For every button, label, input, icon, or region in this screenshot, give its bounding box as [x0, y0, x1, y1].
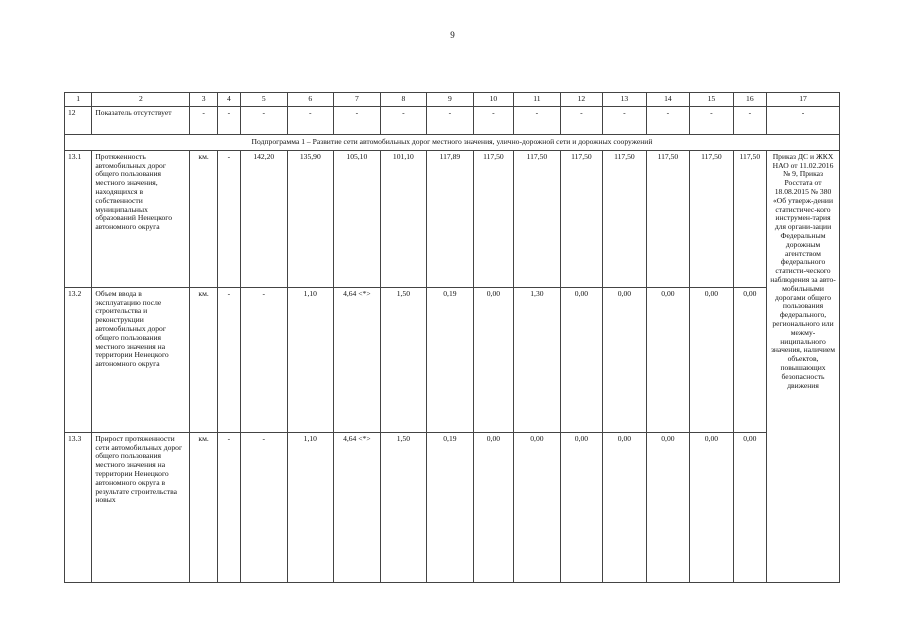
value-cell: 0,00 — [514, 432, 561, 582]
value-cell: 0,00 — [473, 287, 513, 432]
header-row — [65, 93, 840, 107]
table-row-12 — [65, 107, 840, 135]
value-cell: 1,10 — [287, 287, 334, 432]
value-cell: - — [380, 107, 427, 135]
value-cell: 0,00 — [473, 432, 513, 582]
unit-cell: км. — [190, 432, 217, 582]
header-cell: 14 — [646, 93, 690, 107]
value-cell: - — [473, 107, 513, 135]
header-cell: 4 — [217, 93, 240, 107]
value-cell: 142,20 — [241, 150, 288, 287]
value-cell: - — [514, 107, 561, 135]
row-number: 12 — [65, 107, 92, 135]
value-cell: 101,10 — [380, 150, 427, 287]
value-cell: - — [603, 107, 647, 135]
value-cell: 4,64 <*> — [334, 432, 381, 582]
value-cell: - — [733, 107, 766, 135]
page-number: 9 — [450, 30, 455, 40]
value-cell: 105,10 — [334, 150, 381, 287]
value-cell: 0,00 — [560, 432, 602, 582]
value-cell: - — [690, 107, 734, 135]
value-cell: 117,50 — [560, 150, 602, 287]
header-cell: 13 — [603, 93, 647, 107]
table-row-13-3 — [65, 432, 840, 582]
value-cell: - — [334, 107, 381, 135]
header-cell: 16 — [733, 93, 766, 107]
source-note: Приказ ДС и ЖКХ НАО от 11.02.2016 № 9, Приказ Росстата от 18.08.2015 № 380 «Об утверж-дении статистичес-кого инструмен-тария для органи-зации Федеральным дорожным агентством федерального статисти-ческого наблюдения за авто-мобильными дорогами общего пользования федерального, регионального или межму-ниципального значения, наличием объектов, повышающих безопасность движения — [767, 150, 840, 582]
subprogram-title: Подпрограмма 1 – Развитие сети автомобильных дорог местного значения, улично-дорожной сети и дорожных сооружений — [65, 135, 840, 151]
value-cell: 0,00 — [733, 287, 766, 432]
subprogram-row — [65, 135, 840, 151]
indicator-name: Объем ввода в эксплуатацию после строительства и реконструкции автомобильных дорог общего пользования местного значения на территории Ненецкого автономного округа — [92, 287, 190, 432]
value-cell: - — [217, 432, 240, 582]
header-cell: 7 — [334, 93, 381, 107]
value-cell: 0,00 — [603, 287, 647, 432]
header-cell: 11 — [514, 93, 561, 107]
row-number: 13.3 — [65, 432, 92, 582]
unit-cell: - — [190, 107, 217, 135]
value-cell: 117,50 — [603, 150, 647, 287]
value-cell: 135,90 — [287, 150, 334, 287]
value-cell: 1,50 — [380, 432, 427, 582]
header-cell: 3 — [190, 93, 217, 107]
value-cell: 117,50 — [733, 150, 766, 287]
unit-cell: км. — [190, 287, 217, 432]
header-cell: 10 — [473, 93, 513, 107]
header-cell: 1 — [65, 93, 92, 107]
value-cell: 0,00 — [646, 432, 690, 582]
header-cell: 8 — [380, 93, 427, 107]
value-cell: 117,50 — [473, 150, 513, 287]
indicator-name: Прирост протяженности сети автомобильных дорог общего пользования местного значения на территории Ненецкого автономного округа в результате строительства новых — [92, 432, 190, 582]
value-cell: 1,30 — [514, 287, 561, 432]
header-cell: 12 — [560, 93, 602, 107]
note-cell: - — [767, 107, 840, 135]
unit-cell: км. — [190, 150, 217, 287]
value-cell: 1,50 — [380, 287, 427, 432]
indicator-name: Показатель отсутствует — [92, 107, 190, 135]
value-cell: 0,00 — [646, 287, 690, 432]
value-cell: 117,50 — [646, 150, 690, 287]
value-cell: 4,64 <*> — [334, 287, 381, 432]
value-cell: - — [241, 107, 288, 135]
value-cell: 0,00 — [733, 432, 766, 582]
header-cell: 9 — [427, 93, 474, 107]
value-cell: - — [241, 432, 288, 582]
value-cell: - — [217, 287, 240, 432]
header-cell: 17 — [767, 93, 840, 107]
value-cell: - — [560, 107, 602, 135]
value-cell: - — [217, 107, 240, 135]
value-cell: - — [646, 107, 690, 135]
value-cell: - — [427, 107, 474, 135]
value-cell: - — [241, 287, 288, 432]
value-cell: 0,00 — [690, 432, 734, 582]
value-cell: 0,00 — [603, 432, 647, 582]
table-row-13-2 — [65, 287, 840, 432]
indicator-name: Протяженность автомобильных дорог общего пользования местного значения, находящихся в собственности муниципальных образований Ненецкого автономного округа — [92, 150, 190, 287]
value-cell: 117,50 — [690, 150, 734, 287]
value-cell: 0,19 — [427, 287, 474, 432]
value-cell: 0,19 — [427, 432, 474, 582]
value-cell: - — [217, 150, 240, 287]
value-cell: 117,89 — [427, 150, 474, 287]
header-cell: 2 — [92, 93, 190, 107]
value-cell: 1,10 — [287, 432, 334, 582]
header-cell: 5 — [241, 93, 288, 107]
value-cell: 0,00 — [560, 287, 602, 432]
header-cell: 15 — [690, 93, 734, 107]
value-cell: 0,00 — [690, 287, 734, 432]
row-number: 13.1 — [65, 150, 92, 287]
header-cell: 6 — [287, 93, 334, 107]
row-number: 13.2 — [65, 287, 92, 432]
value-cell: - — [287, 107, 334, 135]
value-cell: 117,50 — [514, 150, 561, 287]
indicators-table — [64, 92, 840, 583]
table-row-13-1 — [65, 150, 840, 287]
